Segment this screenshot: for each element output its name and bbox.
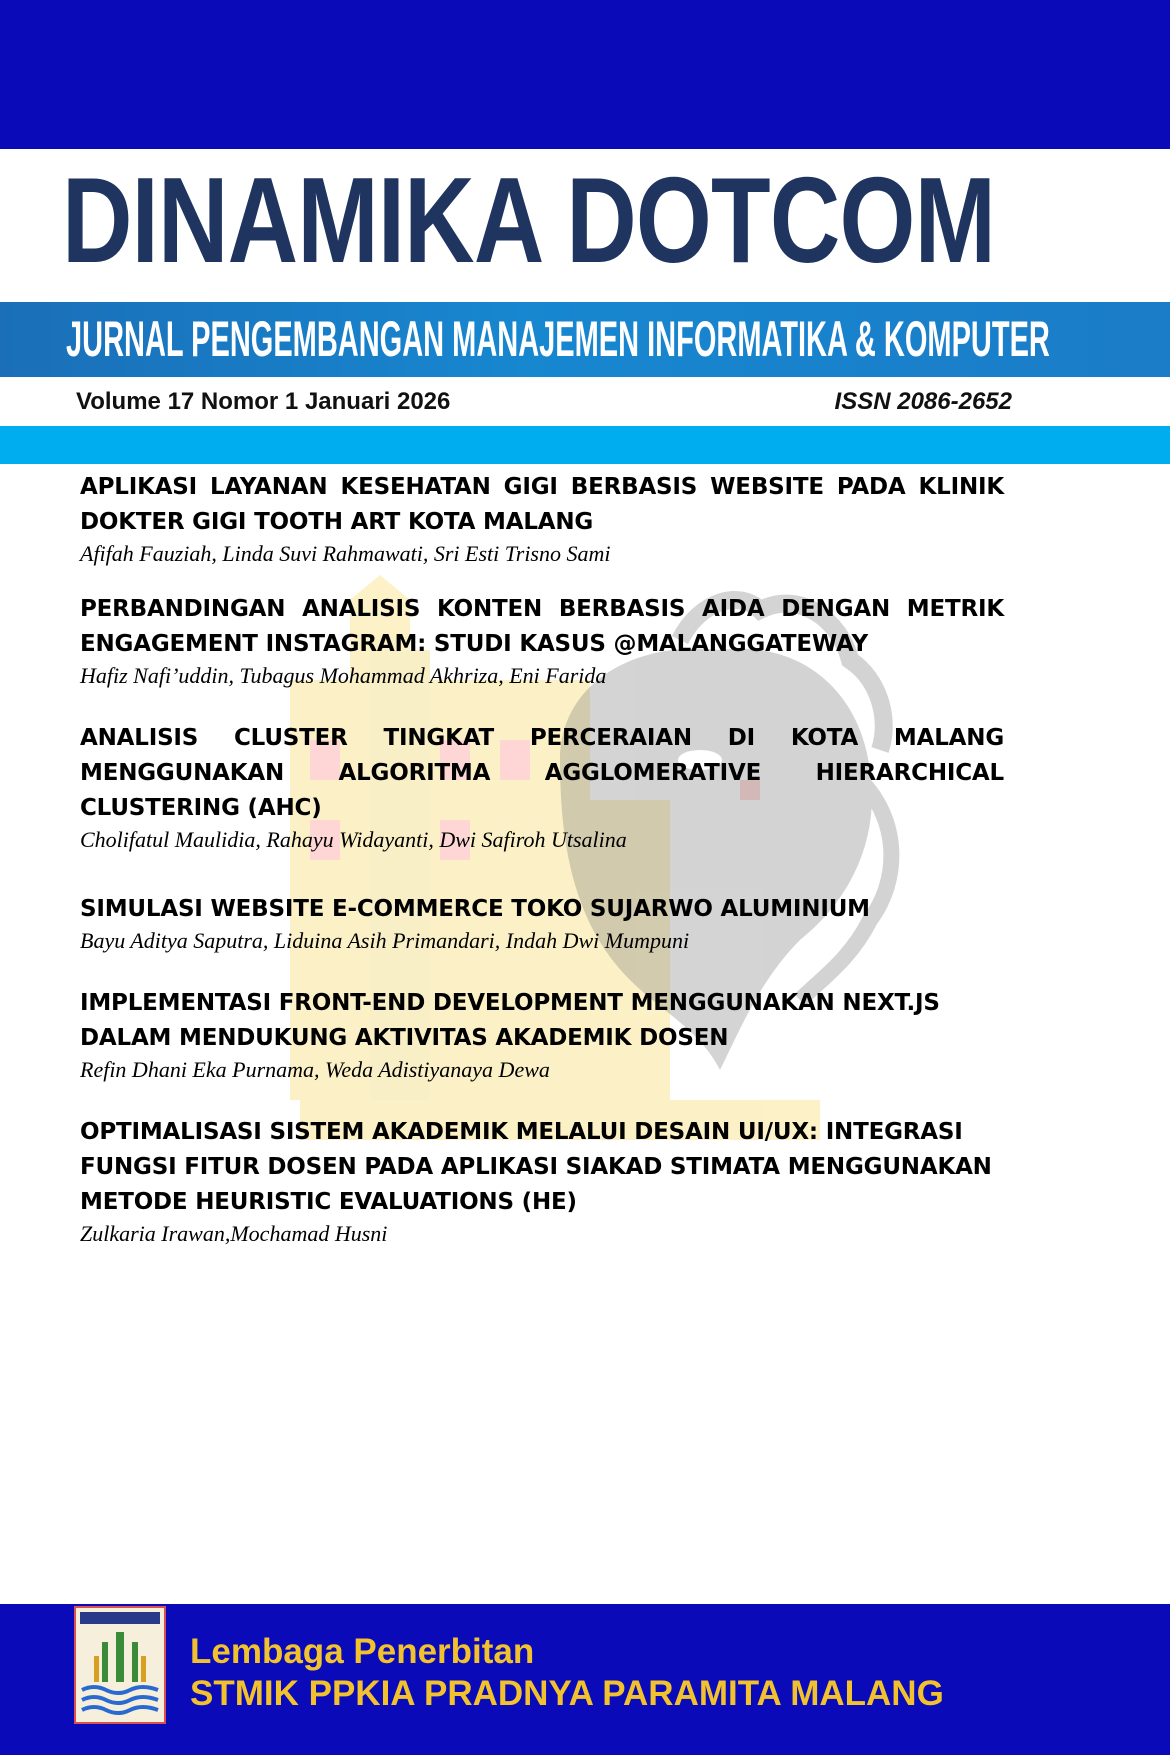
article-authors: Hafiz Nafi’uddin, Tubagus Mohammad Akhriza, Eni Farida — [80, 663, 607, 688]
article-title: OPTIMALISASI SISTEM AKADEMIK MELALUI DESAIN UI/UX: INTEGRASI FUNGSI FITUR DOSEN PADA APLIKASI SIAKAD STIMATA MENGGUNAKAN METODE HEURISTIC EVALUATIONS (HE) — [80, 1119, 992, 1215]
volume-info: Volume 17 Nomor 1 Januari 2026 — [76, 388, 451, 415]
light-blue-band — [0, 426, 1170, 464]
publisher-label: Lembaga Penerbitan — [190, 1632, 535, 1671]
article-title: APLIKASI LAYANAN KESEHATAN GIGI BERBASIS WEBSITE PADA KLINIK DOKTER GIGI TOOTH ART KOTA MALANG — [80, 474, 1004, 535]
publisher-logo — [74, 1606, 166, 1724]
article-3 — [80, 721, 1004, 854]
article-authors: Bayu Aditya Saputra, Liduina Asih Primandari, Indah Dwi Mumpuni — [80, 928, 690, 953]
article-authors: Refin Dhani Eka Purnama, Weda Adistiyanaya Dewa — [80, 1057, 550, 1082]
article-title: SIMULASI WEBSITE E-COMMERCE TOKO SUJARWO ALUMINIUM — [80, 896, 870, 922]
journal-title: DINAMIKA DOTCOM — [62, 152, 996, 288]
journal-subtitle: JURNAL PENGEMBANGAN MANAJEMEN INFORMATIKA & KOMPUTER — [66, 311, 1050, 367]
issn-info: ISSN 2086-2652 — [834, 388, 1012, 415]
article-1 — [80, 470, 1004, 568]
article-6 — [80, 1115, 1004, 1248]
article-title: IMPLEMENTASI FRONT-END DEVELOPMENT MENGGUNAKAN NEXT.JS DALAM MENDUKUNG AKTIVITAS AKADEMIK DOSEN — [80, 990, 940, 1051]
article-4 — [80, 892, 1004, 955]
article-2 — [80, 592, 1004, 690]
article-authors: Cholifatul Maulidia, Rahayu Widayanti, Dwi Safiroh Utsalina — [80, 827, 627, 852]
publisher-name: STMIK PPKIA PRADNYA PARAMITA MALANG — [190, 1674, 944, 1713]
article-title: PERBANDINGAN ANALISIS KONTEN BERBASIS AIDA DENGAN METRIK ENGAGEMENT INSTAGRAM: STUDI KASUS @MALANGGATEWAY — [80, 596, 1004, 657]
article-authors: Zulkaria Irawan,Mochamad Husni — [80, 1221, 388, 1246]
article-5 — [80, 986, 1004, 1084]
article-title: ANALISIS CLUSTER TINGKAT PERCERAIAN DI KOTA MALANG MENGGUNAKAN ALGORITMA AGGLOMERATIVE HIERARCHICAL CLUSTERING (AHC) — [80, 725, 1004, 821]
article-authors: Afifah Fauziah, Linda Suvi Rahmawati, Sri Esti Trisno Sami — [80, 541, 611, 566]
top-blue-band — [0, 0, 1170, 149]
